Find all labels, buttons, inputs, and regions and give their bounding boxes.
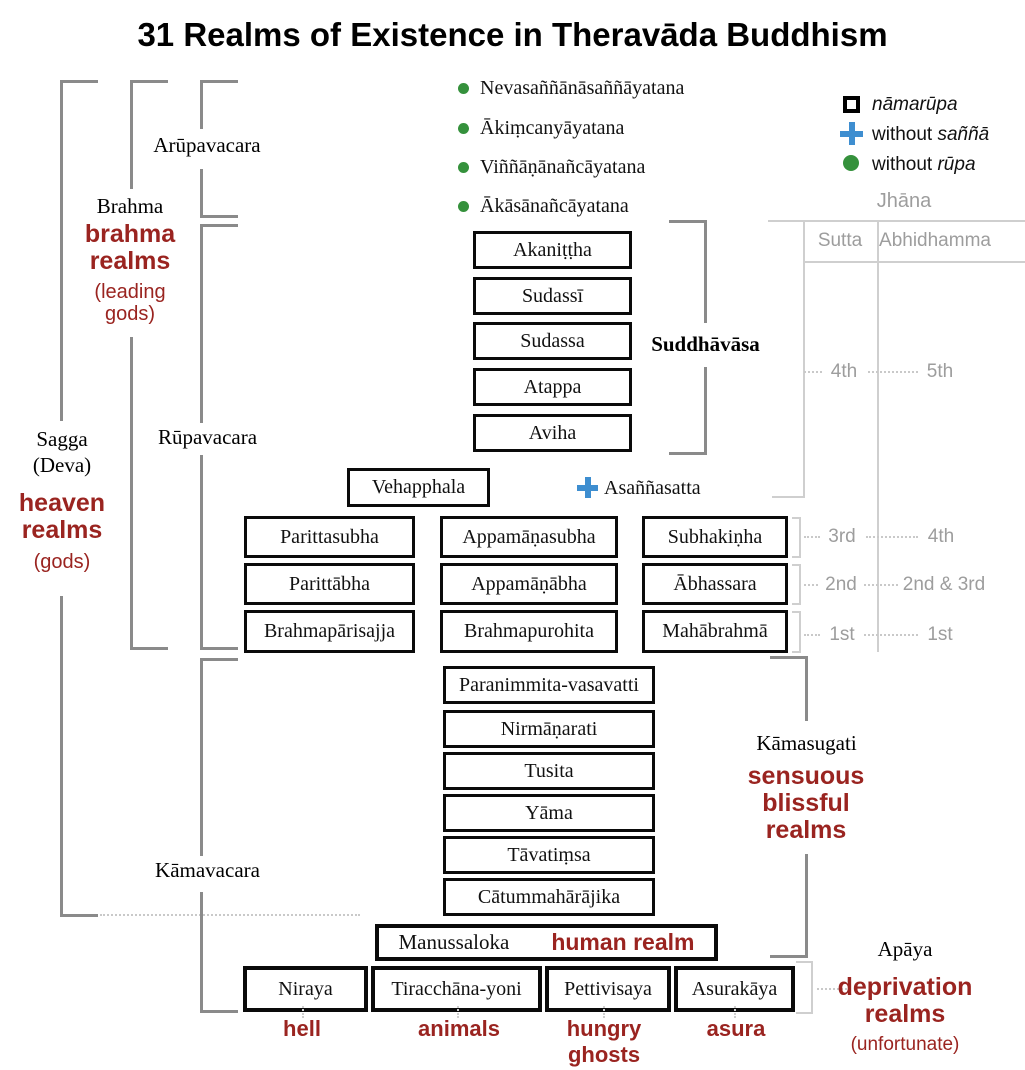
label-unfortunate: (unfortunate) [850, 1034, 960, 1055]
legend-without-sanna-label: without saññā [872, 124, 990, 145]
label-rupavacara: Rūpavacara [157, 425, 258, 449]
realm-box-brahmapurohita: Brahmapurohita [440, 610, 618, 653]
row-bracket-2nd [799, 564, 801, 605]
jhana-sutta-2nd: 2nd [825, 574, 857, 595]
label-kamasugati: Kāmasugati [756, 731, 857, 755]
suddhavasa-bracket [669, 220, 707, 223]
human-realm-label: human realm [551, 929, 695, 955]
without-rupa-dot-icon [458, 162, 469, 173]
jhana-col-sutta: Sutta [817, 230, 863, 251]
label-hell: hell [283, 1016, 321, 1041]
manussaloka-label: Manussaloka [398, 930, 510, 954]
realm-box-sudassa: Sudassa [473, 322, 632, 360]
label-kamavacara: Kāmavacara [155, 858, 260, 882]
realm-box-paranimmita: Paranimmita-vasavatti [443, 666, 655, 704]
legend-namarupa-label: nāmarūpa [872, 94, 958, 115]
label-deprivation-realms: deprivation [837, 973, 973, 1001]
realm-box-tiracchana-yoni: Tiracchāna-yoni [371, 966, 542, 1012]
label-sensuous-blissful-realms: sensuous [747, 762, 865, 790]
jhana-abhi-5th: 5th [926, 361, 954, 382]
jhana-title: Jhāna [876, 190, 932, 212]
realm-box-vehapphala: Vehapphala [347, 468, 490, 507]
arupa-realm-row: Nevasaññānāsaññāyatana [458, 77, 684, 100]
label-brahma-realms: brahma [84, 220, 176, 248]
sagga-bracket [60, 80, 98, 83]
label-gods: (gods) [33, 551, 91, 573]
jhana-abhi-2nd-3rd: 2nd & 3rd [902, 574, 986, 595]
without-rupa-dot-icon [843, 155, 859, 171]
arupa-realm-row: Ākiṃcanyāyatana [458, 117, 624, 140]
jhana-abhi-1st: 1st [927, 624, 953, 645]
label-apaya: Apāya [877, 937, 933, 961]
jhana-sutta-3rd: 3rd [828, 526, 856, 547]
realm-box-mahabrahma: Mahābrahmā [642, 610, 788, 653]
without-rupa-dot-icon [458, 201, 469, 212]
arupa-realm-row: Ākāsānañcāyatana [458, 195, 629, 218]
realm-box-appamanasubha: Appamāṇasubha [440, 516, 618, 558]
page-title: 31 Realms of Existence in Theravāda Buddhism [137, 16, 888, 53]
realm-box-abhassara: Ābhassara [642, 563, 788, 605]
without-rupa-dot-icon [458, 123, 469, 134]
arupa-realm-row: Viññāṇānañcāyatana [458, 156, 645, 179]
label-brahma: Brahma [96, 194, 164, 218]
kamasugati-bracket [770, 656, 808, 659]
without-sanna-plus-icon [577, 477, 598, 498]
without-sanna-plus-icon [840, 122, 863, 145]
realm-box-niraya: Niraya [243, 966, 368, 1012]
realm-box-parittasubha: Parittasubha [244, 516, 415, 558]
jhana-divider-1-hook [772, 496, 805, 498]
legend-without-rupa-label: without rūpa [872, 154, 976, 175]
realm-box-sudassi: Sudassī [473, 277, 632, 315]
realm-box-nirmanarati: Nirmāṇarati [443, 710, 655, 748]
realm-box-akanittha: Akaniṭṭha [473, 231, 632, 269]
realm-asannasatta: Asaññasatta [604, 477, 701, 499]
realm-box-yama: Yāma [443, 794, 655, 832]
realm-box-tusita: Tusita [443, 752, 655, 790]
label-hungry-ghosts: hungry ghosts [566, 1016, 642, 1067]
jhana-col-abhidhamma: Abhidhamma [879, 230, 991, 251]
realm-box-aviha: Aviha [473, 414, 632, 452]
jhana-header-line [803, 261, 1025, 263]
realm-box-atappa: Atappa [473, 368, 632, 406]
kamavacara-dotted-line [100, 914, 360, 916]
arupavacara-bracket [200, 80, 238, 83]
apaya-bracket [811, 961, 813, 1014]
label-asura: asura [706, 1016, 766, 1041]
realm-box-subhakinha: Subhakiṇha [642, 516, 788, 558]
jhana-sutta-1st: 1st [829, 624, 855, 645]
realm-box-asurakaya: Asurakāya [674, 966, 795, 1012]
label-heaven-realms: heaven [18, 489, 106, 517]
label-animals: animals [418, 1016, 500, 1041]
realm-box-parittabha: Parittābha [244, 563, 415, 605]
jhana-divider-1 [803, 220, 805, 498]
realm-box-brahmaparisajja: Brahmapārisajja [244, 610, 415, 653]
label-leading-gods: (leading [94, 281, 166, 303]
realm-box-tavatimsa: Tāvatiṃsa [443, 836, 655, 874]
rupavacara-bracket [200, 224, 238, 227]
row-bracket-3rd [799, 517, 801, 558]
diagram-31-realms: 31 Realms of Existence in Theravāda Buddhism nāmarūpa without saññā without rūpa Jhāna Sutta Abhidhamma 4th 5th 3rd 4th 2nd 2nd & 3rd 1st 1st Arūpavacara Brahma brahma realms (leading gods) Sagga (Deva) heaven realms (gods) Rūpavacara Kāmavacara Nevasaññānāsaññāyatana Ākiṃcanyāyatana Viññāṇānañcāyatana Ākāsānañcāyatana Akaniṭṭha Sudassī Sudassa Atappa Aviha Suddhāvāsa Vehapphala Asaññasatta Parittasubha Appamāṇasubha Subhakiṇha Parittābha Appamāṇābha Ābhassara Brahmapārisajja Brahmapurohita Mahābrahmā Paranimmita-vasavatti Nirmāṇarati Tusita Yāma Tāvatiṃsa Cātummahārājika Kāmasugati sensuous blissful realms Manussaloka human realm Niraya Tiracchāna-yoni Pettivisaya Asurakāya hell animals hungry ghosts asura Apāya deprivation realms (unfortunate) [0, 0, 1025, 1070]
namarupa-square-icon [843, 96, 860, 113]
realm-box-catummaharajika: Cātummahārājika [443, 878, 655, 916]
label-sagga: Sagga [36, 427, 88, 451]
label-arupavacara: Arūpavacara [153, 133, 261, 157]
label-suddhavasa: Suddhāvāsa [643, 332, 768, 357]
kamavacara-bracket [200, 658, 238, 661]
jhana-abhi-4th: 4th [927, 526, 955, 547]
jhana-table-top-line [768, 220, 1025, 222]
jhana-divider-2 [877, 220, 879, 652]
realm-box-pettivisaya: Pettivisaya [545, 966, 671, 1012]
row-bracket-1st [799, 611, 801, 653]
jhana-sutta-4th: 4th [830, 361, 858, 382]
brahma-bracket [130, 80, 168, 83]
realm-box-appamanabha: Appamāṇābha [440, 563, 618, 605]
realm-box-manussaloka [375, 924, 718, 961]
without-rupa-dot-icon [458, 83, 469, 94]
